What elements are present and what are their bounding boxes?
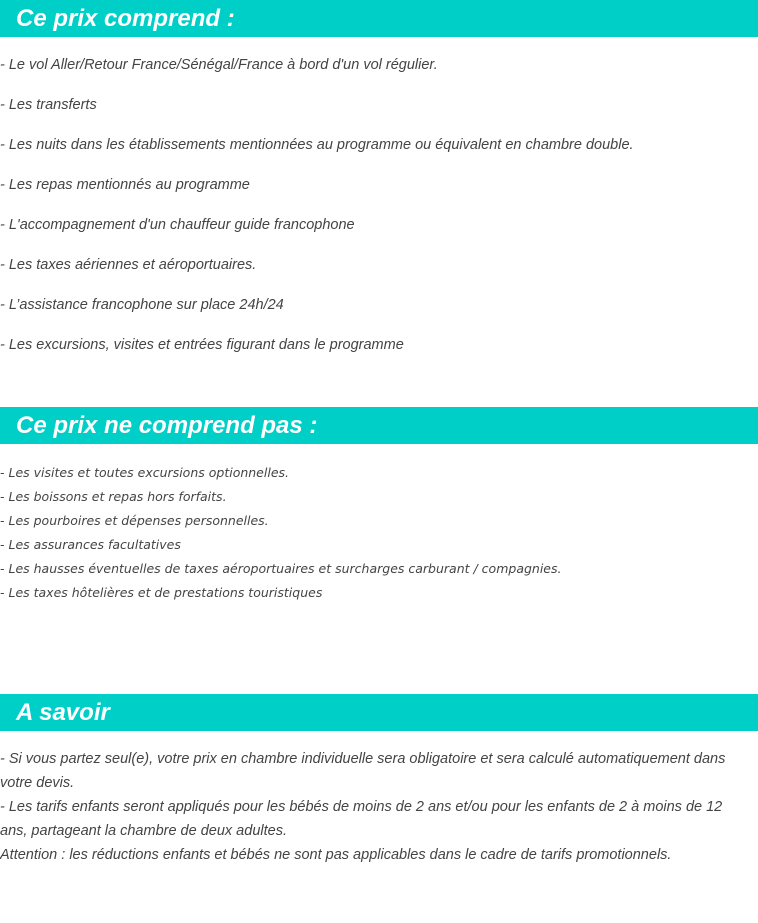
includes-title: Ce prix comprend : [16,5,235,32]
excludes-item: - Les taxes hôtelières et de prestations touristiques [0,585,323,600]
includes-item: - Les excursions, visites et entrées figurant dans le programme [0,337,404,353]
info-body [0,747,752,867]
excludes-item: - Les hausses éventuelles de taxes aéroportuaires et surcharges carburant / compagnies. [0,561,562,576]
info-paragraph: Attention : les réductions enfants et bébés ne sont pas applicables dans le cadre de tarifs promotionnels. [0,847,672,863]
includes-header [0,0,758,37]
excludes-header [0,407,758,444]
includes-item: - Les transferts [0,97,97,113]
info-paragraph: - Les tarifs enfants seront appliqués pour les bébés de moins de 2 ans et/ou pour les enfants de 2 à moins de 12 ans, partageant la chambre de deux adultes. [0,799,723,839]
info-paragraph: - Si vous partez seul(e), votre prix en chambre individuelle sera obligatoire et sera calculé automatiquement dans votre devis. [0,751,726,791]
excludes-item: - Les pourboires et dépenses personnelles. [0,513,269,528]
includes-list [0,52,758,372]
includes-item: - Les repas mentionnés au programme [0,177,250,193]
excludes-item: - Les assurances facultatives [0,537,181,552]
excludes-item: - Les boissons et repas hors forfaits. [0,489,227,504]
excludes-item: - Les visites et toutes excursions optionnelles. [0,465,289,480]
includes-item: - L'accompagnement d'un chauffeur guide francophone [0,217,355,233]
includes-item: - Le vol Aller/Retour France/Sénégal/France à bord d'un vol régulier. [0,57,438,73]
excludes-title: Ce prix ne comprend pas : [16,412,318,439]
info-title: A savoir [16,699,110,726]
includes-item: - Les nuits dans les établissements mentionnées au programme ou équivalent en chambre double. [0,137,634,153]
includes-item: - Les taxes aériennes et aéroportuaires. [0,257,257,273]
info-header [0,694,758,731]
excludes-list [0,461,758,605]
includes-item: - L’assistance francophone sur place 24h/24 [0,297,284,313]
